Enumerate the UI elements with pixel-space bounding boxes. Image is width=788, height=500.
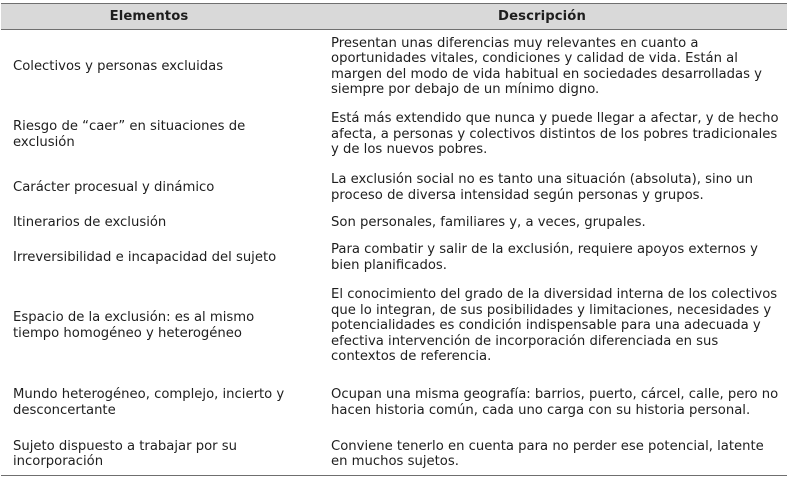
row-description-cell: La exclusión social no es tanto una situación (absoluta), sino un proceso de diversa intensidad según personas y grupos. — [331, 172, 753, 203]
table-row — [1, 211, 787, 236]
table-row — [1, 434, 787, 476]
row-description-cell: Ocupan una misma geografía: barrios, puerto, cárcel, calle, pero no hacen historia común, cada uno carga con su historia personal. — [331, 386, 779, 418]
table-row — [1, 30, 787, 104]
table-row — [1, 236, 787, 281]
row-element-cell: Carácter procesual y dinámico — [13, 180, 215, 196]
row-element-cell: Espacio de la exclusión: es al mismo tiempo homogéneo y heterogéneo — [13, 310, 255, 341]
exclusion-elements-table-container — [1, 3, 787, 476]
exclusion-elements-table — [1, 3, 787, 476]
row-description-cell: Para combatir y salir de la exclusión, requiere apoyos externos y bien planificados. — [331, 242, 758, 273]
row-description-cell: Son personales, familiares y, a veces, grupales. — [331, 215, 646, 231]
row-element-cell: Irreversibilidad e incapacidad del sujeto — [13, 250, 277, 266]
table-row — [1, 104, 787, 166]
row-description-cell: Conviene tenerlo en cuenta para no perder ese potencial, latente en muchos sujetos. — [317, 434, 787, 476]
header-elementos: Elementos — [1, 4, 317, 30]
row-element-cell: Riesgo de “caer” en situaciones de exclusión — [13, 118, 246, 150]
row-element-cell: Itinerarios de exclusión — [13, 215, 167, 231]
table-body — [1, 30, 787, 476]
header-row — [1, 4, 787, 30]
row-element-cell: Mundo heterogéneo, complejo, incierto y desconcertante — [13, 386, 285, 418]
row-description-cell: Está más extendido que nunca y puede llegar a afectar, y de hecho afecta, a personas y colectivos distintos de los pobres tradicionales y de los nuevos pobres. — [331, 111, 779, 158]
row-description-cell: El conocimiento del grado de la diversidad interna de los colectivos que lo integran, de sus posibilidades y limitaciones, necesidades y potencialidades es condición indispensable para una adecuada y efectiva intervención de incorporación diferenciada en sus contextos de referencia. — [331, 287, 778, 365]
table-row — [1, 281, 787, 372]
row-description-cell: Presentan unas diferencias muy relevantes en cuanto a oportunidades vitales, condiciones y calidad de vida. Están al margen del modo de vida habitual en sociedades desarrolladas y siempre por debajo de un mínimo digno. — [331, 35, 762, 98]
table-header — [1, 4, 787, 30]
header-descripcion: Descripción — [317, 4, 787, 30]
row-element-cell: Sujeto dispuesto a trabajar por su incorporación — [1, 434, 317, 476]
row-element-cell: Colectivos y personas excluidas — [13, 58, 224, 74]
table-row — [1, 166, 787, 211]
table-row — [1, 372, 787, 434]
